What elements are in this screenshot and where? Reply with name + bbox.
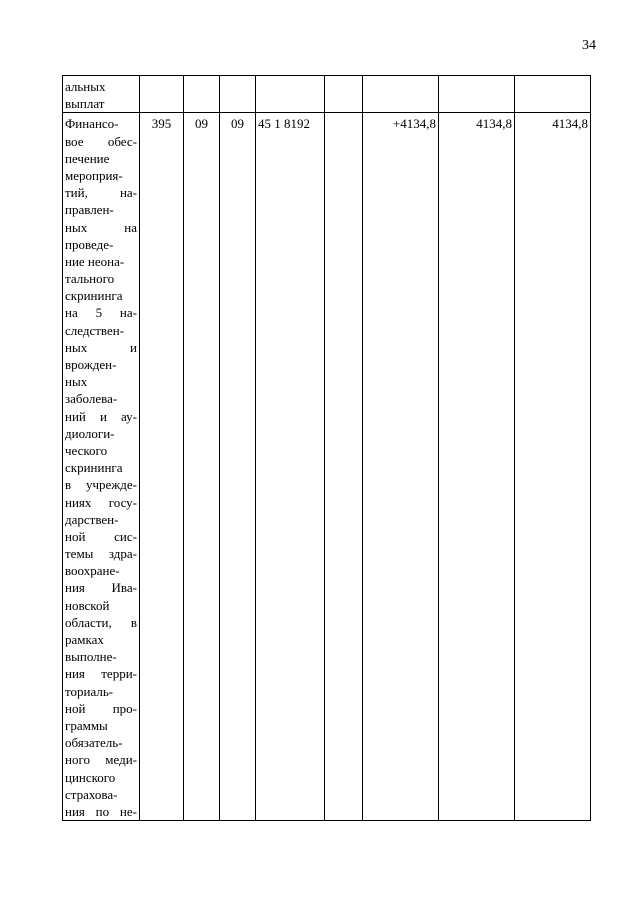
name-line: Финансо- [65,116,119,132]
name-line: темы здра- [65,546,137,562]
name-line: печение [65,150,110,166]
name-line: ных и [65,339,137,355]
name-line: следствен- [65,322,125,338]
name-line: правлен- [65,202,114,218]
name-line: ных [65,374,88,390]
name-line: мероприя- [65,167,123,183]
empty-cell [220,76,256,113]
name-line: ного меди- [65,752,137,768]
target-item-cell: 45 1 8192 [256,113,325,821]
amount-3-cell: 4134,8 [515,113,591,821]
subsection-cell: 09 [220,113,256,821]
name-line: воохране- [65,563,120,579]
section-cell: 09 [184,113,220,821]
name-cell [63,76,140,113]
name-line: ния терри- [65,666,137,682]
empty-cell [439,76,515,113]
name-line: ния по не- [65,803,137,819]
name-line: обязатель- [65,735,123,751]
empty-cell [363,76,439,113]
admin-code-cell: 395 [140,113,184,821]
name-line: ториаль- [65,683,114,699]
change-cell: +4134,8 [363,113,439,821]
name-line: ческого [65,442,108,458]
empty-cell [325,76,363,113]
name-line: ния Ива- [65,580,137,596]
name-line: страхова- [65,786,118,802]
name-line: ниях госу- [65,494,137,510]
name-line: ных на [65,219,137,235]
empty-cell [140,76,184,113]
name-line: дарствен- [65,511,119,527]
name-line: граммы [65,717,108,733]
name-line: диологи- [65,425,115,441]
name-line: ной сис- [65,528,137,544]
name-line: заболева- [65,391,118,407]
continuation-row [63,76,591,113]
empty-cell [256,76,325,113]
name-line: выплат [65,96,105,112]
name-line: ний и ау- [65,408,137,424]
name-line: в учрежде- [65,477,137,493]
name-line: тий, на- [65,185,137,201]
name-line: тального [65,271,115,287]
name-line: области, в [65,614,137,630]
name-line: новской [65,597,110,613]
empty-cell [515,76,591,113]
name-line: ние неона- [65,253,125,269]
name-line: проведе- [65,236,114,252]
expense-type-cell [325,113,363,821]
amount-2-cell: 4134,8 [439,113,515,821]
name-line: ной про- [65,700,137,716]
name-line: альных [65,79,106,94]
name-line: выполне- [65,649,117,665]
empty-cell [184,76,220,113]
name-line: цинского [65,769,116,785]
name-line: рамках [65,632,104,647]
budget-table [62,75,591,821]
name-line: на 5 на- [65,305,137,321]
main-row [63,113,591,821]
name-cell [63,113,140,821]
name-line: врожден- [65,357,117,372]
name-line: скрининга [65,460,123,476]
page-number: 34 [582,38,596,53]
name-line: вое обес- [65,133,137,149]
name-line: скрининга [65,288,123,304]
